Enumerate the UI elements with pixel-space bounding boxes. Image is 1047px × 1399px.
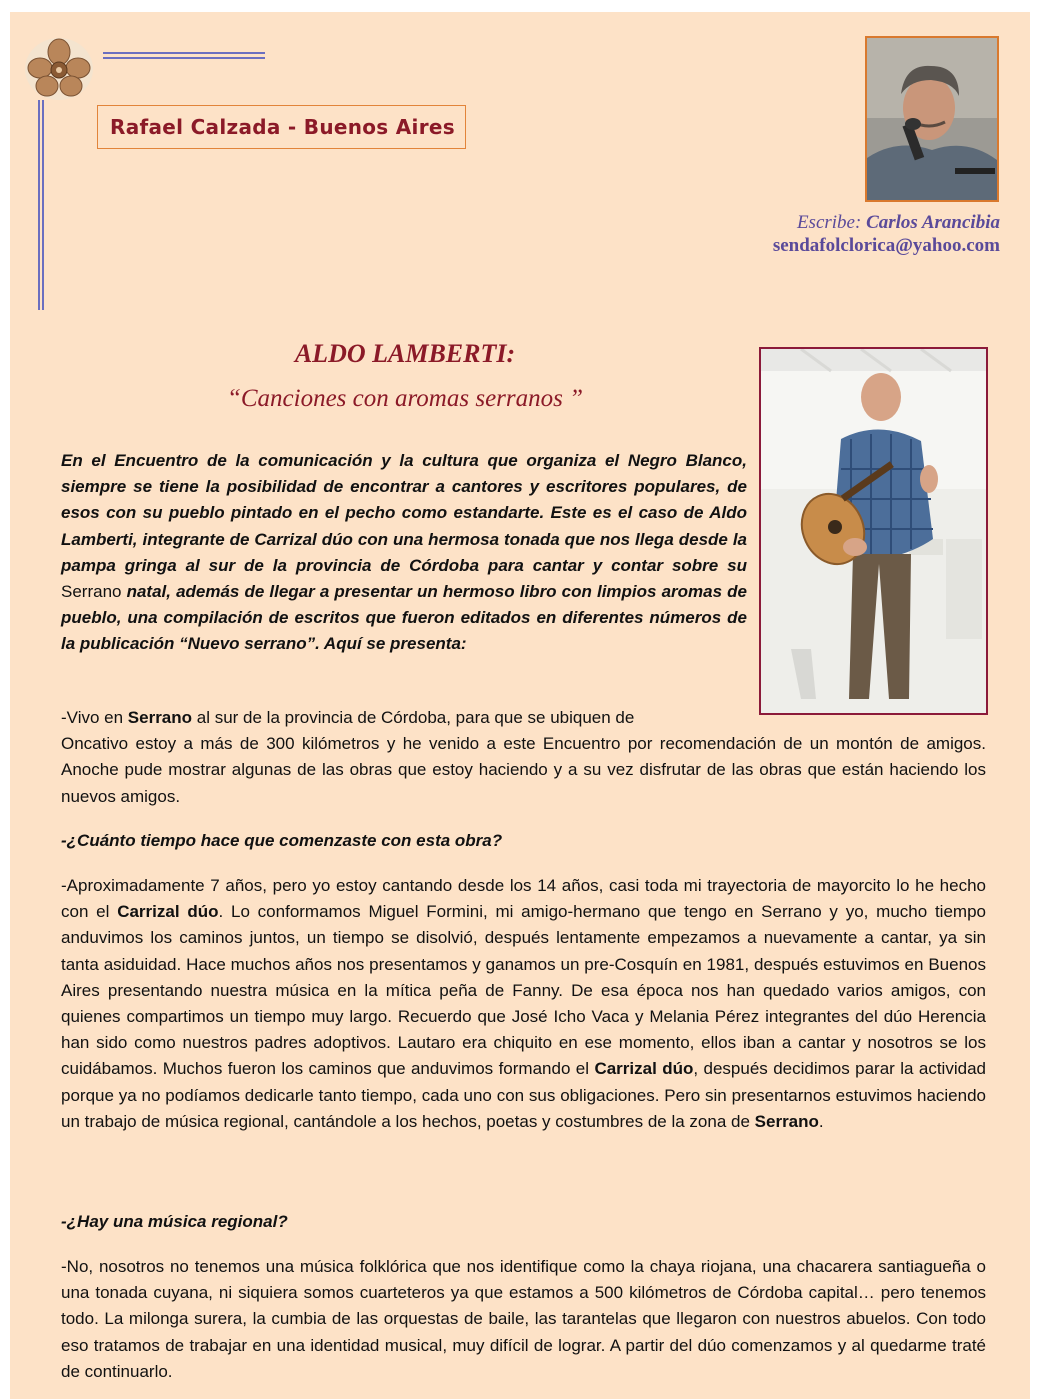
- answer-2-bold-3: Serrano: [754, 1111, 819, 1131]
- decorative-rule: [103, 57, 265, 59]
- question-2: -¿Hay una música regional?: [61, 1212, 288, 1231]
- answer-paragraph-2: [61, 873, 986, 1135]
- answer-2-text-a: -Aproximadamente 7 años, pero yo estoy cantando desde los 14 años, casi toda mi trayectoria de mayorcito lo he hecho con el: [61, 876, 986, 922]
- guitarist-photo: [759, 347, 988, 715]
- answer-paragraph-1: [61, 705, 986, 810]
- author-photo: [865, 36, 999, 202]
- article-title: ALDO LAMBERTI:: [294, 339, 516, 368]
- decorative-rule: [103, 52, 265, 54]
- intro-text-serrano: Serrano: [61, 582, 122, 602]
- answer-1-text-a: -Vivo en: [61, 708, 128, 727]
- section-label: Rafael Calzada - Buenos Aires: [110, 115, 455, 139]
- flower-ornament-icon: [23, 36, 95, 102]
- decorative-rule: [42, 100, 44, 310]
- answer-1-text-b: al sur de la provincia de Córdoba, para que se ubiquen de: [192, 708, 635, 727]
- decorative-rule: [38, 100, 40, 310]
- question-1: -¿Cuánto tiempo hace que comenzaste con esta obra?: [61, 831, 503, 850]
- answer-1-bold: Serrano: [127, 708, 193, 727]
- intro-text-a: En el Encuentro de la comunicación y la cultura que organiza el Negro Blanco, siempre se tiene la posibilidad de encontrar a cantores y escritores populares, de esos con su pueblo pintado en el pecho como estandarte. Este es el caso de Aldo Lamberti, integrante de Carrizal dúo con una hermosa tonada que nos llega desde la pampa gringa al sur de la provincia de Córdoba para cantar y contar sobre su: [61, 451, 747, 575]
- answer-paragraph-3: -No, nosotros no tenemos una música folklórica que nos identifique como la chaya riojana, una chacarera santiagueña o una tonada cuyana, ni siquiera somos cuarteteros ya que estamos a 500 kilómetros de Córdoba capital… pero tenemos todo. La milonga surera, la cumbia de las orquestas de baile, las tarantelas que llegaron con nuestros abuelos. Con todo eso tratamos de trabajar en una identidad musical, muy difícil de lograr. A partir del dúo comenzamos y al quedarme traté de continuarlo.: [61, 1257, 986, 1381]
- answer-1-text-c: Oncativo estoy a más de 300 kilómetros y he venido a este Encuentro por recomendación de un montón de amigos. Anoche pude mostrar algunas de las obras que estoy haciendo y a su vez disfrutar de las obras que están haciendo los nuevos amigos.: [61, 734, 986, 806]
- intro-paragraph: [61, 448, 747, 658]
- answer-2-text-b: . Lo conformamos Miguel Formini, mi amigo-hermano que tengo en Serrano y yo, mucho tiempo anduvimos los caminos juntos, un tiempo se disolvió, después lentamente empezamos a nuevamente a cantar, ya sin tanta asiduidad. Hace muchos años nos presentamos y ganamos un pre-Cosquín en 1981, después estuvimos en Buenos Aires presentando nuestra música en la mítica peña de Fanny. De esa época nos han quedado varios amigos, con quienes compartimos un tiempo muy largo. Recuerdo que José Icho Vaca y Melania Pérez integrantes del dúo Herencia han sido como nuestros padres adoptivos. Lautaro era chiquito en ese momento, ellos iban a cantar y nosotros se los cuidábamos. Muchos fueron los caminos que anduvimos formando el: [61, 902, 986, 1079]
- answer-2-text-c: , después decidimos parar la actividad porque ya no podíamos dedicarle tanto tiempo, cada uno con sus obligaciones. Pero sin presentarnos estuvimos haciendo un trabajo de música regional, cantándole a los hechos, poetas y costumbres de la zona de: [61, 1059, 986, 1131]
- answer-2-bold-1: Carrizal dúo: [117, 902, 219, 922]
- byline: [773, 211, 1000, 257]
- byline-label: Escribe:: [796, 212, 862, 233]
- answer-2-bold-2: Carrizal dúo: [594, 1059, 694, 1079]
- byline-author: Carlos Arancibia: [866, 212, 1000, 233]
- intro-text-b: natal, además de llegar a presentar un hermoso libro con limpios aromas de pueblo, una compilación de escritos que fueron editados en diferentes números de la publicación “Nuevo serrano”. Aquí se presenta:: [61, 582, 747, 654]
- article-subtitle: “Canciones con aromas serranos ”: [226, 385, 584, 412]
- answer-2-text-d: .: [818, 1111, 824, 1131]
- answer-1-first-line: [61, 705, 747, 731]
- byline-email: sendafolclorica@yahoo.com: [772, 235, 1000, 256]
- section-header: [97, 105, 466, 149]
